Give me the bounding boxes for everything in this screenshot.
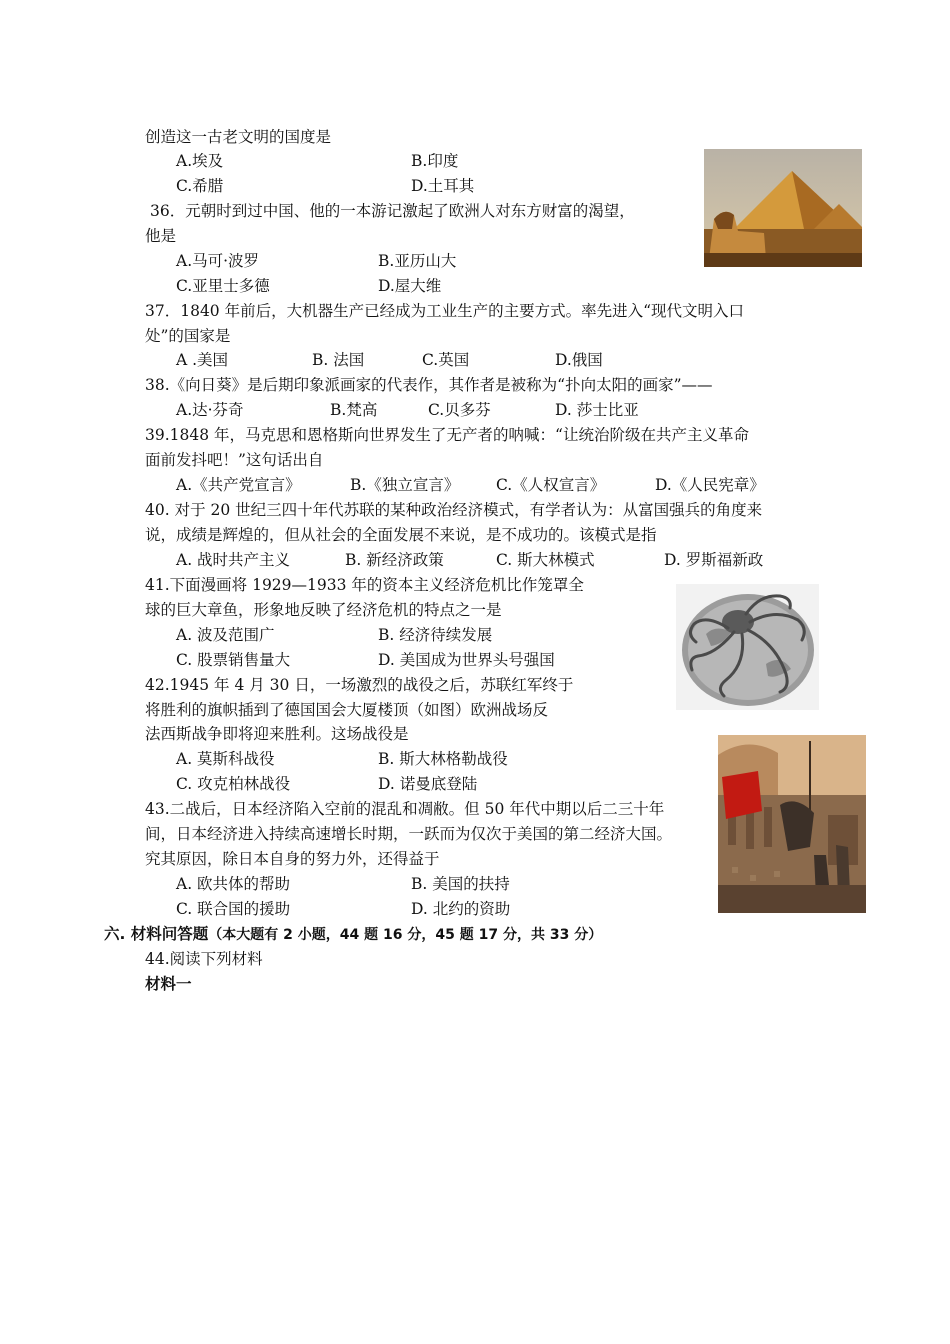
q35-option-b: B.印度 (411, 152, 459, 170)
reichstag-flag-painting (718, 735, 866, 913)
q37-stem-line1: 37．1840 年前后，大机器生产已经成为工业生产的主要方式。率先进入“现代文明入口 (145, 302, 745, 320)
q41-option-b: B. 经济待续发展 (378, 626, 493, 644)
q41-option-d: D. 美国成为世界头号强国 (378, 651, 555, 669)
q40-option-a: A. 战时共产主义 (176, 551, 291, 569)
q39-option-d: D.《人民宪章》 (655, 476, 765, 494)
q36-stem-line1: 36．元朝时到过中国、他的一本游记激起了欧洲人对东方财富的渴望， (150, 202, 635, 220)
q41-option-c: C. 股票销售量大 (176, 651, 291, 669)
q42-option-c: C. 攻克柏林战役 (176, 775, 291, 793)
q40-stem-line2: 说，成绩是辉煌的，但从社会的全面发展不来说，是不成功的。该模式是指 (145, 526, 657, 544)
q41-stem-line2: 球的巨大章鱼，形象地反映了经济危机的特点之一是 (145, 601, 502, 619)
q40-option-b: B. 新经济政策 (345, 551, 444, 569)
q40-option-c: C. 斯大林模式 (496, 551, 595, 569)
q37-option-a: A .美国 (176, 351, 229, 369)
q43-option-d: D. 北约的资助 (411, 900, 511, 918)
q38-option-d: D. 莎士比亚 (555, 401, 639, 419)
q42-option-a: A. 莫斯科战役 (176, 750, 275, 768)
q35-option-c: C.希腊 (176, 177, 224, 195)
q40-option-d: D. 罗斯福新政 (664, 551, 764, 569)
q37-stem-line2: 处”的国家是 (145, 327, 231, 345)
q41-option-a: A. 波及范围广 (176, 626, 275, 644)
q44-material-one-label: 材料一 (145, 975, 192, 993)
section-6-title: 六. 材料问答题 (104, 925, 209, 943)
q38-option-c: C.贝多芬 (428, 401, 491, 419)
q43-option-b: B. 美国的扶持 (411, 875, 510, 893)
q36-option-a: A.马可·波罗 (176, 252, 260, 270)
q41-stem-line1: 41.下面漫画将 1929—1933 年的资本主义经济危机比作笼罩全 (145, 576, 584, 594)
q36-stem-line2: 他是 (145, 227, 177, 245)
q38-option-a: A.达·芬奇 (176, 401, 244, 419)
q43-stem-line2: 间，日本经济进入持续高速增长时期，一跃而为仅次于美国的第二经济大国。 (145, 825, 673, 843)
q36-option-c: C.亚里士多德 (176, 277, 270, 295)
q38-option-b: B.梵高 (330, 401, 378, 419)
q40-stem-line1: 40. 对于 20 世纪三四十年代苏联的某种政治经济模式，有学者认为：从富国强兵的角度来 (145, 501, 763, 519)
pyramid-photo (704, 149, 862, 267)
q35-option-d: D.土耳其 (411, 177, 475, 195)
q37-option-c: C.英国 (422, 351, 470, 369)
q37-option-b: B. 法国 (312, 351, 365, 369)
q39-stem-line2: 面前发抖吧！”这句话出自 (145, 451, 324, 469)
q39-stem-line1: 39.1848 年，马克思和恩格斯向世界发生了无产者的呐喊：“让统治阶级在共产主义革命 (145, 426, 749, 444)
q43-stem-line3: 究其原因，除日本自身的努力外，还得益于 (145, 850, 440, 868)
q35-stem-end: 创造这一古老文明的国度是 (145, 128, 332, 146)
section-6-note: （本大题有 2 小题，44 题 16 分，45 题 17 分，共 33 分） (208, 927, 603, 943)
q36-option-b: B.亚历山大 (378, 252, 457, 270)
section-6-heading (104, 924, 602, 945)
octopus-cartoon (676, 584, 819, 710)
q42-stem-line3: 法西斯战争即将迎来胜利。这场战役是 (145, 725, 409, 743)
q35-option-a: A.埃及 (176, 152, 224, 170)
q42-option-d: D. 诺曼底登陆 (378, 775, 478, 793)
q43-option-a: A. 欧共体的帮助 (176, 875, 291, 893)
q39-option-b: B.《独立宣言》 (350, 476, 460, 494)
q43-stem-line1: 43.二战后，日本经济陷入空前的混乱和凋敝。但 50 年代中期以后二三十年 (145, 800, 665, 818)
q42-stem-line2: 将胜利的旗帜插到了德国国会大厦楼顶（如图）欧洲战场反 (145, 701, 549, 719)
q38-stem: 38.《向日葵》是后期印象派画家的代表作，其作者是被称为“扑向太阳的画家”—— (145, 376, 713, 394)
q42-stem-line1: 42.1945 年 4 月 30 日，一场激烈的战役之后，苏联红军终于 (145, 676, 574, 694)
q43-option-c: C. 联合国的援助 (176, 900, 291, 918)
q39-option-a: A.《共产党宣言》 (176, 476, 301, 494)
q36-option-d: D.屋大维 (378, 277, 442, 295)
q42-option-b: B. 斯大林格勒战役 (378, 750, 508, 768)
q37-option-d: D.俄国 (555, 351, 603, 369)
q39-option-c: C.《人权宣言》 (496, 476, 606, 494)
q44-stem: 44.阅读下列材料 (145, 950, 263, 968)
